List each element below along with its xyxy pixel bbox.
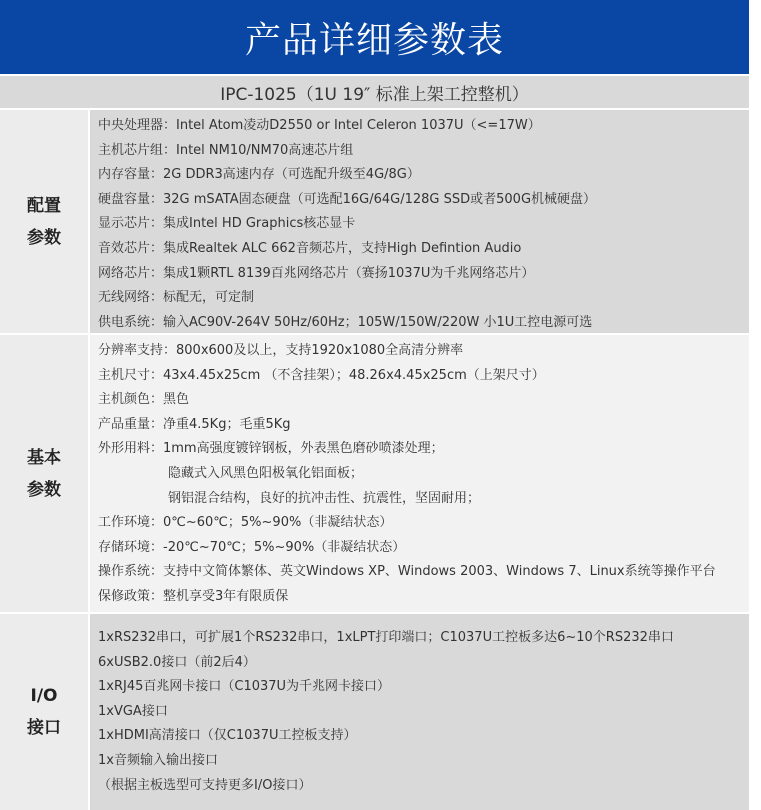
spec-row: 1xRJ45百兆网卡接口（C1037U为千兆网卡接口） bbox=[98, 679, 391, 695]
spec-row: 1xRS232串口，可扩展1个RS232串口，1xLPT打印端口；C1037U工控板多达6~10个RS232串口 bbox=[98, 630, 674, 645]
section-label bbox=[0, 614, 90, 810]
spec-row: 1xVGA接口 bbox=[98, 703, 168, 719]
spec-row: 内存容量：2G DDR3高速内存（可选配升级至4G/8G） bbox=[98, 167, 420, 183]
spec-row: 中央处理器：Intel Atom凌动D2550 or Intel Celeron 1037U（<=17W） bbox=[98, 118, 541, 133]
section-label bbox=[0, 335, 90, 612]
section-label-line: 接口 bbox=[27, 718, 61, 738]
section-label-line: 基本 bbox=[27, 447, 61, 468]
spec-row: 网络芯片：集成1颗RTL 8139百兆网络芯片（赛扬1037U为千兆网络芯片） bbox=[98, 265, 535, 281]
spec-row: 钢铝混合结构，良好的抗冲击性、抗震性，坚固耐用； bbox=[168, 490, 481, 506]
spec-row: 分辨率支持：800x600及以上，支持1920x1080全高清分辨率 bbox=[98, 343, 464, 358]
spec-row: 外形用料：1mm高强度镀锌钢板，外表黑色磨砂喷漆处理； bbox=[98, 441, 444, 457]
spec-row: 硬盘容量：32G mSATA固态硬盘（可选配16G/64G/128G SSD或者500G机械硬盘） bbox=[98, 191, 597, 207]
section-content bbox=[90, 335, 749, 612]
spec-row: 工作环境：0℃~60℃；5%~90%（非凝结状态） bbox=[98, 515, 393, 531]
spec-row: 主机芯片组：Intel NM10/NM70高速芯片组 bbox=[98, 142, 354, 158]
section-config bbox=[0, 110, 749, 335]
spec-row: 隐藏式入风黑色阳极氧化铝面板； bbox=[168, 465, 364, 481]
spec-row: 操作系统：支持中文简体繁体、英文Windows XP、Windows 2003、Windows 7、Linux系统等操作平台 bbox=[98, 564, 716, 580]
spec-row: 显示芯片：集成Intel HD Graphics核芯显卡 bbox=[98, 216, 356, 232]
spec-row: 存储环境：-20℃~70℃；5%~90%（非凝结状态） bbox=[98, 539, 406, 555]
section-basic bbox=[0, 335, 749, 614]
spec-row: 无线网络：标配无，可定制 bbox=[98, 290, 255, 306]
spec-row: 1xHDMI高清接口（仅C1037U工控板支持） bbox=[98, 728, 357, 744]
section-content bbox=[90, 614, 749, 810]
section-label-line: 参数 bbox=[27, 227, 61, 248]
spec-row: 产品重量：净重4.5Kg；毛重5Kg bbox=[98, 416, 291, 432]
section-label-line: 配置 bbox=[27, 195, 61, 216]
spec-row: 音效芯片：集成Realtek ALC 662音频芯片，支持High Defintion Audio bbox=[98, 240, 522, 256]
section-label-line: 参数 bbox=[27, 479, 61, 500]
section-io bbox=[0, 614, 749, 810]
spec-row: 供电系统：输入AC90V-264V 50Hz/60Hz；105W/150W/220W 小1U工控电源可选 bbox=[98, 314, 593, 330]
spec-row: 保修政策：整机享受3年有限质保 bbox=[98, 588, 289, 604]
spec-row: 1x音频输入输出接口 bbox=[98, 752, 218, 768]
model-title: IPC-1025（1U 19″ 标准上架工控整机） bbox=[0, 76, 749, 110]
section-label-line: I/O bbox=[30, 686, 58, 706]
spec-row: 主机尺寸：43x4.45x25cm （不含挂架）；48.26x4.45x25cm（上架尺寸） bbox=[98, 367, 545, 383]
spec-row: 主机颜色：黑色 bbox=[98, 392, 190, 408]
page-title: 产品详细参数表 bbox=[0, 0, 749, 76]
section-content bbox=[90, 110, 749, 333]
spec-row: （根据主板选型可支持更多I/O接口） bbox=[98, 777, 312, 793]
section-label bbox=[0, 110, 90, 333]
spec-row: 6xUSB2.0接口（前2后4） bbox=[98, 654, 256, 670]
